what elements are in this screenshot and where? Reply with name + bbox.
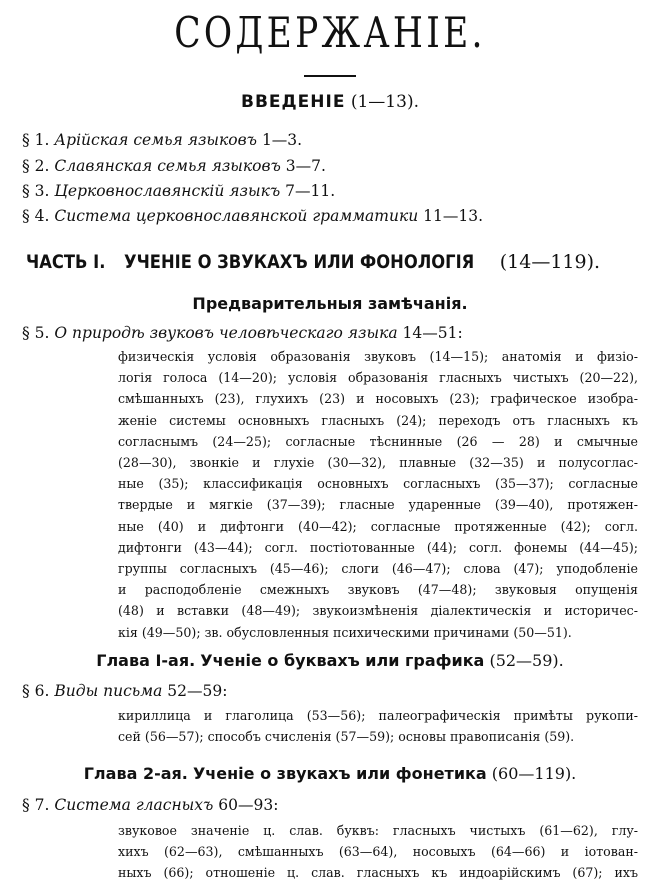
body-line: женіе системы основныхъ гласныхъ (24); переходъ отъ гласныхъ къ	[118, 412, 638, 428]
toc-item-number: § 4.	[22, 207, 50, 225]
section-number: § 5.	[22, 324, 50, 342]
body-line: согласнымъ (24—25); согласные тѣснинные (26 — 28) и смычные	[118, 433, 638, 449]
body-line: твердые и мягкіе (37—39); гласные ударенные (39—40), протяжен-	[118, 497, 638, 513]
toc-item-4	[22, 207, 483, 225]
intro-heading	[0, 92, 660, 112]
toc-item-number: § 2.	[22, 157, 50, 175]
part-heading	[26, 251, 600, 273]
section-7-body	[118, 820, 638, 884]
body-line: ныхъ (66); отношеніе ц. слав. гласныхъ къ индоарійскимъ (67); ихъ	[118, 865, 638, 881]
body-line: ные (40) и дифтонги (40—42); согласные протяженные (42); согл.	[118, 518, 638, 534]
part-label: ЧАСТЬ I.	[26, 251, 106, 273]
toc-item-pages: 1—3.	[261, 131, 303, 149]
title-rule	[304, 75, 356, 77]
body-line: сей (56—57); способъ счисленія (57—59); основы правописанія (59).	[118, 729, 575, 745]
chapter-title: Ученіе о буквахъ или графика	[200, 651, 485, 670]
body-line: ные (35); классификація основныхъ согласныхъ (35—37); согласные	[118, 476, 638, 492]
section-title: О природѣ звуковъ человѣческаго языка	[54, 324, 398, 342]
section-6-heading	[22, 682, 227, 700]
body-line: хихъ (62—63), смѣшанныхъ (63—64), носовыхъ (64—66) и іотован-	[118, 844, 638, 860]
section-6-body	[118, 705, 638, 747]
prelim-heading-label: Предварительныя замѣчанія.	[192, 294, 468, 313]
intro-heading-range: (1—13).	[350, 92, 419, 112]
section-pages: 60—93:	[218, 796, 279, 814]
section-pages: 14—51:	[402, 324, 463, 342]
body-line: и расподобленіе смежныхъ звуковъ (47—48); звуковыя опущенія	[118, 582, 638, 598]
prelim-heading	[0, 294, 660, 313]
chapter-label: Глава I-ая.	[96, 651, 196, 670]
body-line: (48) и вставки (48—49); звукоизмѣненія діалектическія и историчес-	[118, 603, 638, 619]
body-line: кириллица и глаголица (53—56); палеографическія примѣты рукопи-	[118, 708, 638, 723]
intro-heading-label: ВВЕДЕНІЕ	[241, 92, 346, 112]
page-title: СОДЕРЖАНІЕ.	[174, 8, 486, 57]
toc-item-3	[22, 182, 335, 200]
section-title: Система гласныхъ	[54, 796, 214, 814]
toc-item-title: Система церковнославянской грамматики	[54, 207, 419, 225]
toc-item-number: § 3.	[22, 182, 50, 200]
toc-item-2	[22, 157, 326, 175]
section-7-heading	[22, 796, 278, 814]
chapter-range: (60—119).	[491, 764, 577, 783]
toc-item-pages: 3—7.	[285, 157, 326, 175]
section-5-heading	[22, 324, 463, 342]
body-line: (28—30), звонкіе и глухіе (30—32), плавные (32—35) и полусоглас-	[118, 455, 638, 471]
part-range: (14—119).	[499, 251, 601, 273]
toc-item-title: Славянская семья языковъ	[54, 157, 281, 175]
toc-item-number: § 1.	[22, 131, 50, 149]
body-line: звуковое значеніе ц. слав. буквъ: гласныхъ чистыхъ (61—62), глу-	[118, 823, 638, 838]
body-line: кія (49—50); зв. обусловленныя психическими причинами (50—51).	[118, 624, 572, 640]
toc-item-title: Церковнославянскій языкъ	[54, 182, 281, 200]
body-line: группы согласныхъ (45—46); слоги (46—47); слова (47); уподобленіе	[118, 561, 638, 577]
body-line: физическія условія образованія звуковъ (14—15); анатомія и физіо-	[118, 349, 638, 364]
section-number: § 6.	[22, 682, 50, 700]
toc-item-1	[22, 131, 302, 149]
toc-item-pages: 11—13.	[423, 207, 484, 225]
body-line: дифтонги (43—44); согл. постіотованные (44); согл. фонемы (44—45);	[118, 539, 638, 555]
section-5-body	[118, 346, 638, 643]
chapter-label: Глава 2-ая.	[83, 764, 188, 783]
chapter-2-heading	[0, 764, 660, 783]
chapter-title: Ученіе о звукахъ или фонетика	[192, 764, 487, 783]
section-number: § 7.	[22, 796, 50, 814]
chapter-1-heading	[0, 651, 660, 670]
section-title: Виды письма	[54, 682, 163, 700]
body-line: логія голоса (14—20); условія образованія гласныхъ чистыхъ (20—22),	[118, 370, 638, 386]
toc-item-title: Арійская семья языковъ	[54, 131, 257, 149]
part-title: УЧЕНІЕ О ЗВУКАХЪ ИЛИ ФОНОЛОГІЯ	[124, 251, 475, 273]
toc-item-pages: 7—11.	[285, 182, 336, 200]
section-pages: 52—59:	[167, 682, 228, 700]
chapter-range: (52—59).	[489, 651, 564, 670]
body-line: смѣшанныхъ (23), глухихъ (23) и носовыхъ (23); графическое изобра-	[118, 391, 638, 407]
